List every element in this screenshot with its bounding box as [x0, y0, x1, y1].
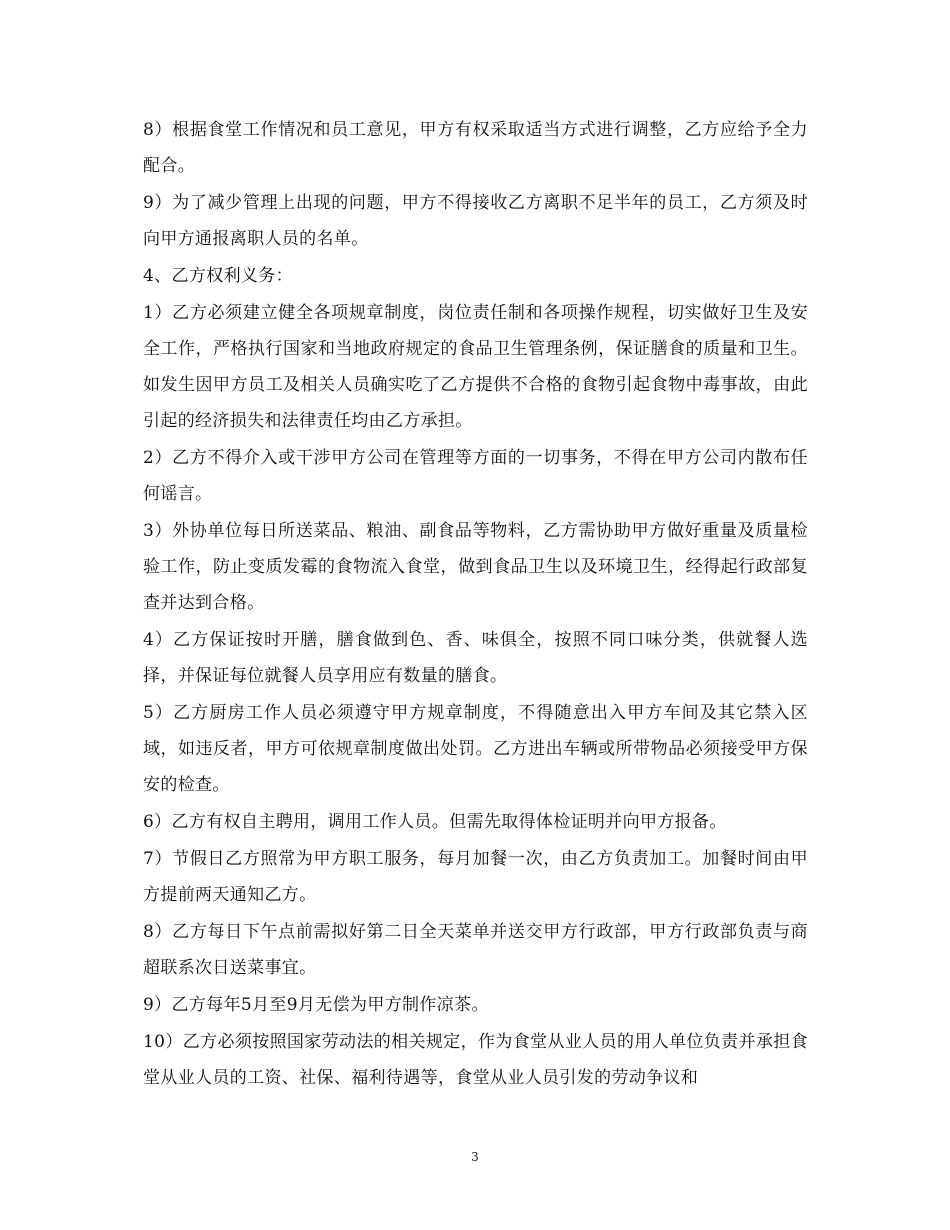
paragraph-b2-non-interference: 2）乙方不得介入或干涉甲方公司在管理等方面的一切事务，不得在甲方公司内散布任何谣言。: [143, 448, 808, 504]
paragraph-b9-herbal-tea: 9）乙方每年5月至9月无偿为甲方制作凉茶。: [143, 995, 489, 1015]
page-number: 3: [471, 1150, 479, 1164]
paragraph-b8-menu: 8）乙方每日下午点前需拟好第二日全天菜单并送交甲方行政部，甲方行政部负责与商超联系次日送菜事宜。: [143, 922, 808, 978]
paragraph-b1-regulations: 1）乙方必须建立健全各项规章制度，岗位责任制和各项操作规程，切实做好卫生及安全工作，严格执行国家和当地政府规定的食品卫生管理条例，保证膳食的质量和卫生。如发生因甲方员工及相关人员确实吃了乙方提供不合格的食物引起食物中毒事故，由此引起的经济损失和法律责任均由乙方承担。: [143, 303, 808, 431]
paragraph-b10-labor-law: 10）乙方必须按照国家劳动法的相关规定，作为食堂从业人员的用人单位负责并承担食堂从业人员的工资、社保、福利待遇等，食堂从业人员引发的劳动争议和: [143, 1032, 808, 1088]
paragraph-b3-inspection: 3）外协单位每日所送菜品、粮油、副食品等物料，乙方需协助甲方做好重量及质量检验工作，防止变质发霉的食物流入食堂，做到食品卫生以及环境卫生，经得起行政部复查并达到合格。: [143, 521, 808, 613]
paragraph-b4-meal-service: 4）乙方保证按时开膳，膳食做到色、香、味俱全，按照不同口味分类，供就餐人选择，并保证每位就餐人员享用应有数量的膳食。: [143, 630, 808, 686]
section-heading-party-b-rights: 4、乙方权利义务：: [143, 266, 293, 286]
paragraph-b6-hiring: 6）乙方有权自主聘用，调用工作人员。但需先取得体检证明并向甲方报备。: [143, 812, 727, 832]
document-body: [143, 112, 808, 1096]
paragraph-9-former-staff: 9）为了减少管理上出现的问题，甲方不得接收乙方离职不足半年的员工，乙方须及时向甲方通报离职人员的名单。: [143, 193, 808, 249]
paragraph-b5-kitchen-staff: 5）乙方厨房工作人员必须遵守甲方规章制度，不得随意出入甲方车间及其它禁入区域，如违反者，甲方可依规章制度做出处罚。乙方进出车辆或所带物品必须接受甲方保安的检查。: [143, 703, 808, 795]
paragraph-8-adjustment: 8）根据食堂工作情况和员工意见，甲方有权采取适当方式进行调整，乙方应给予全力配合。: [143, 120, 808, 176]
paragraph-b7-holidays: 7）节假日乙方照常为甲方职工服务，每月加餐一次，由乙方负责加工。加餐时间由甲方提前两天通知乙方。: [143, 849, 808, 905]
